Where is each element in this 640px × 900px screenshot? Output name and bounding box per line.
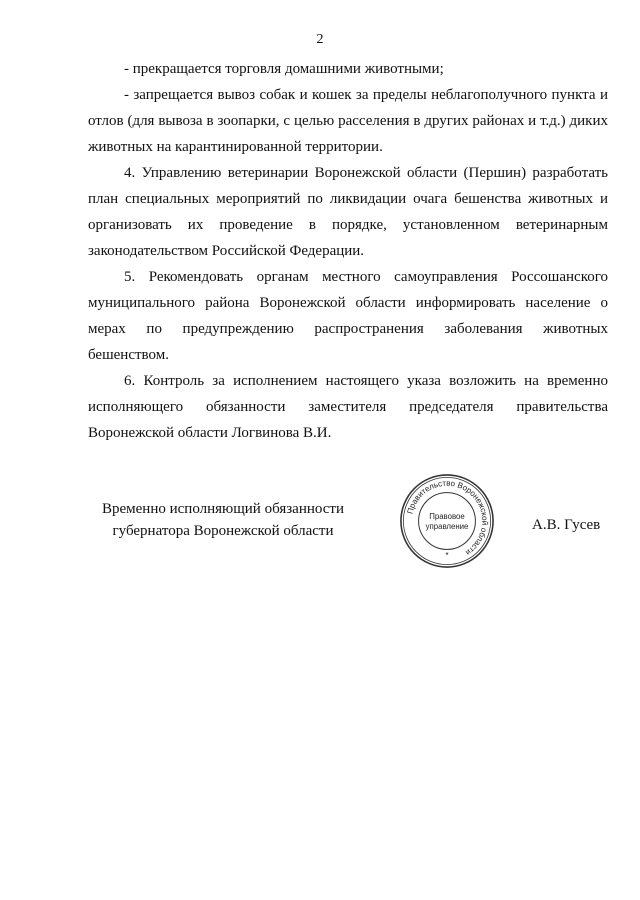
stamp-star-icon: *	[445, 551, 449, 561]
signatory-name: А.В. Гусев	[532, 517, 601, 533]
paragraph-item-6: 6. Контроль за исполнением настоящего указа возложить на временно исполняющего обязанности заместителя председателя правительства Воронежской области Логвинова В.И.	[88, 373, 608, 441]
page-number: 2	[316, 32, 324, 47]
stamp-center-line1: Правовое	[429, 512, 465, 522]
document-body	[88, 56, 608, 446]
paragraph-trade-ban: - прекращается торговля домашними животными;	[124, 61, 444, 77]
signatory-title-line1: Временно исполняющий обязанности	[101, 501, 344, 517]
stamp-ring-text: Правительство Воронежской области	[405, 478, 490, 558]
stamp-center-line2: управление	[425, 521, 469, 531]
signatory-title	[88, 498, 358, 542]
paragraph-item-5: 5. Рекомендовать органам местного самоуправления Россошанского муниципального района Воронежской области информировать население о мерах по предупреждению распространения заболевания животных бешенством.	[88, 269, 608, 363]
paragraph-item-4: 4. Управлению ветеринарии Воронежской области (Першин) разработать план специальных мероприятий по ликвидации очага бешенства животных и организовать их проведение в порядке, установленном ветеринарным законодательством Российской Федерации.	[88, 165, 608, 259]
official-stamp	[398, 472, 496, 570]
paragraph-export-ban: - запрещается вывоз собак и кошек за пределы неблагополучного пункта и отлов (для вывоза в зоопарки, с целью расселения в других районах и т.д.) диких животных на карантинированной территории.	[88, 87, 608, 155]
signatory-title-line2: губернатора Воронежской области	[112, 523, 334, 539]
